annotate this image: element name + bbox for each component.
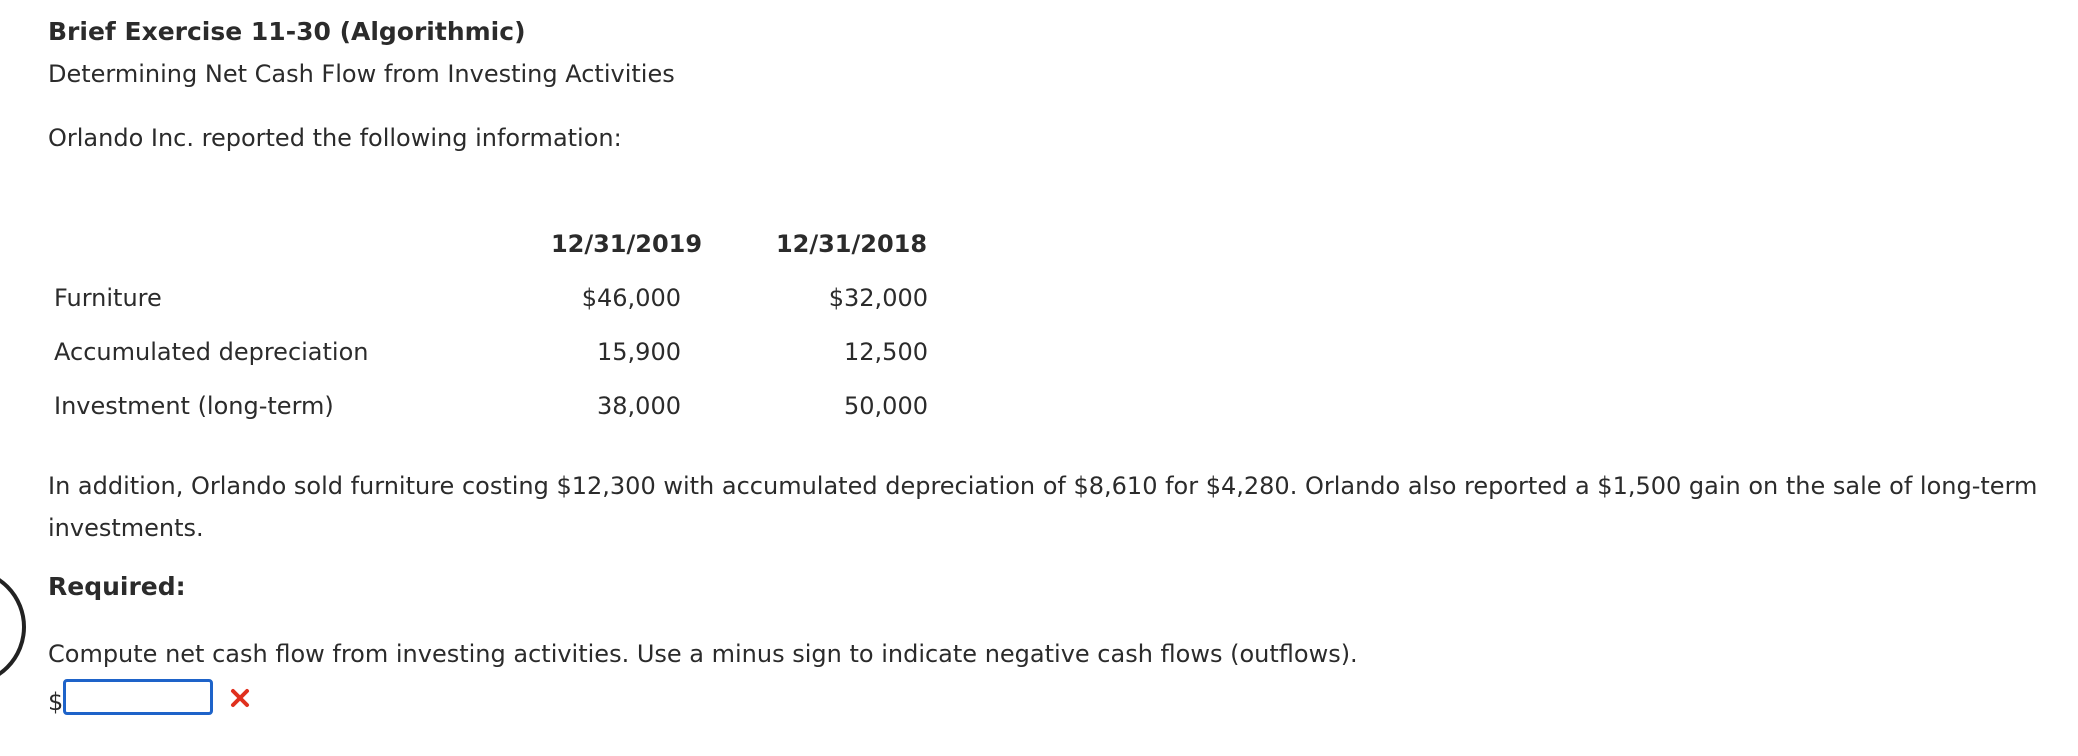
row-label: Accumulated depreciation xyxy=(54,338,369,366)
table-row xyxy=(48,271,964,325)
table-row xyxy=(48,325,964,379)
intro-text: Orlando Inc. reported the following information: xyxy=(48,124,622,152)
exercise-subtitle: Determining Net Cash Flow from Investing Activities xyxy=(48,60,675,88)
answer-row xyxy=(48,676,251,720)
required-instruction: Compute net cash flow from investing activities. Use a minus sign to indicate negative cash flows (outflows). xyxy=(48,640,1358,668)
cell-2018: 50,000 xyxy=(844,392,928,420)
table-header-label xyxy=(48,217,514,271)
cell-2019: 15,900 xyxy=(597,338,681,366)
table-row xyxy=(48,379,964,433)
table-header-row xyxy=(48,217,964,271)
cell-2018: 12,500 xyxy=(844,338,928,366)
table-header-2018: 12/31/2018 xyxy=(775,230,928,258)
cell-2019: 38,000 xyxy=(597,392,681,420)
row-label: Investment (long-term) xyxy=(54,392,334,420)
additional-info-paragraph: In addition, Orlando sold furniture costing $12,300 with accumulated depreciation of $8,610 for $4,280. Orlando also reported a $1,500 gain on the sale of long-term investments. xyxy=(48,472,2038,542)
required-heading: Required: xyxy=(48,572,186,601)
net-cash-flow-input[interactable] xyxy=(63,679,213,715)
cell-2018: $32,000 xyxy=(828,284,928,312)
currency-symbol: $ xyxy=(48,688,64,716)
balance-table xyxy=(48,217,964,433)
x-mark-icon xyxy=(229,687,251,709)
side-circle-decoration xyxy=(0,568,26,686)
table-header-2019: 12/31/2019 xyxy=(550,230,703,258)
row-label: Furniture xyxy=(54,284,162,312)
exercise-title: Brief Exercise 11-30 (Algorithmic) xyxy=(48,17,526,46)
cell-2019: $46,000 xyxy=(581,284,681,312)
